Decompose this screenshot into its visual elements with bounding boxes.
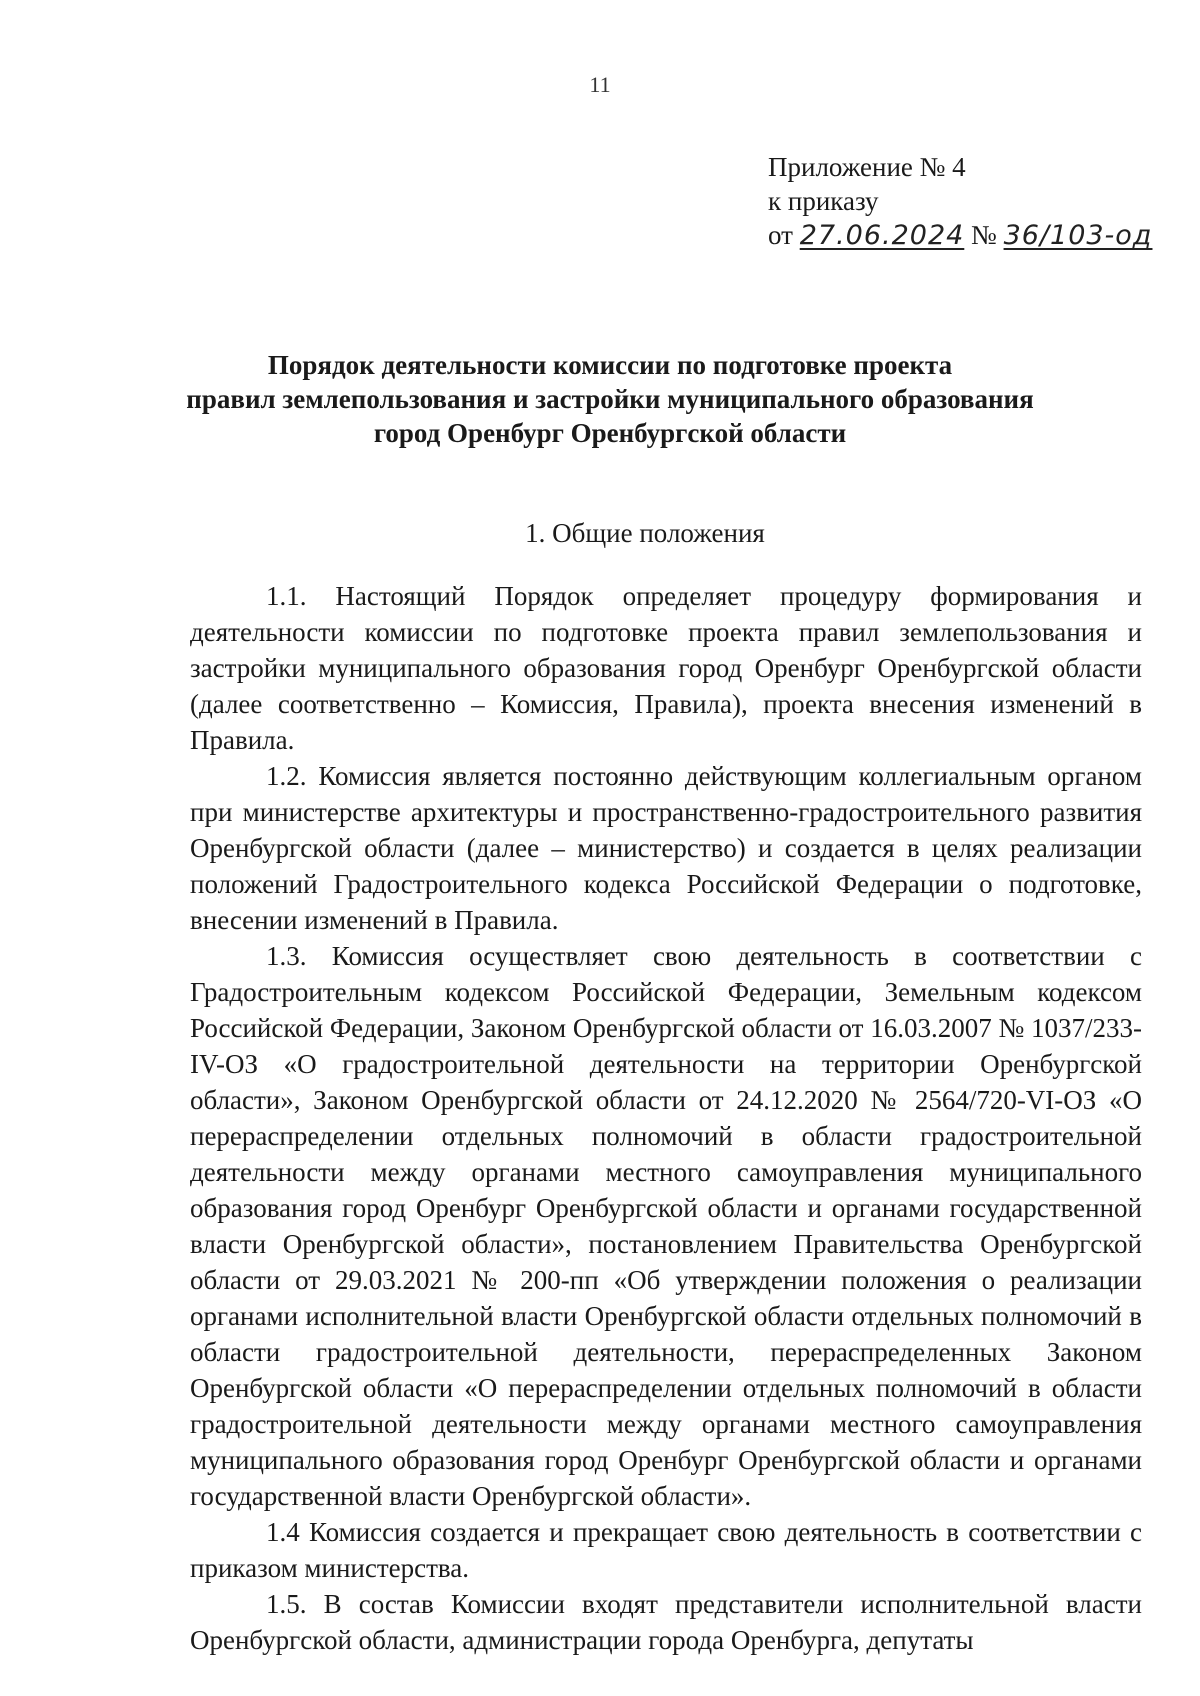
date-prefix: от <box>768 220 793 250</box>
appendix-block <box>768 150 1152 253</box>
number-prefix: № <box>971 220 997 250</box>
section-heading: 1. Общие положения <box>525 518 765 548</box>
title-line-2: правил землепользования и застройки муниципального образования <box>186 384 1034 414</box>
appendix-order-ref: к приказу <box>768 186 879 216</box>
document-title <box>150 348 1070 450</box>
appendix-date-number <box>768 218 1152 253</box>
appendix-title: Приложение № 4 <box>768 152 966 182</box>
title-line-1: Порядок деятельности комиссии по подготовке проекта <box>267 350 953 380</box>
paragraph-1-1: 1.1. Настоящий Порядок определяет процедуру формирования и деятельности комиссии по подготовке проекта правил землепользования и застройки муниципального образования город Оренбург Оренбургской области (далее соответственно – Комиссия, Правила), проекта внесения изменений в Правила. <box>190 581 1142 755</box>
handwritten-date: 27.06.2024 <box>799 220 965 251</box>
title-line-3: город Оренбург Оренбургской области <box>373 418 847 448</box>
paragraph-1-4: 1.4 Комиссия создается и прекращает свою деятельность в соответствии с приказом министерства. <box>190 1517 1142 1583</box>
page-number: 11 <box>589 72 611 97</box>
paragraph-1-3: 1.3. Комиссия осуществляет свою деятельность в соответствии с Градостроительным кодексом Российской Федерации, Земельным кодексом Российской Федерации, Законом Оренбургской области от 16.03.2007 № 1037/233-IV-ОЗ «О градостроительной деятельности на территории Оренбургской области», Законом Оренбургской области от 24.12.2020 № 2564/720-VI-ОЗ «О перераспределении отдельных полномочий в области градостроительной деятельности между органами местного самоуправления муниципального образования город Оренбург Оренбургской области и органами государственной власти Оренбургской области», постановлением Правительства Оренбургской области от 29.03.2021 № 200-пп «Об утверждении положения о реализации органами исполнительной власти Оренбургской области отдельных полномочий в области градостроительной деятельности, перераспределенных Законом Оренбургской области «О перераспределении отдельных полномочий в области градостроительной деятельности между органами местного самоуправления муниципального образования город Оренбург Оренбургской области и органами государственной власти Оренбургской области». <box>190 941 1142 1511</box>
paragraph-1-5: 1.5. В состав Комиссии входят представители исполнительной власти Оренбургской области, администрации города Оренбурга, депутаты <box>190 1589 1142 1655</box>
paragraph-1-2: 1.2. Комиссия является постоянно действующим коллегиальным органом при министерстве архитектуры и пространственно-градостроительного развития Оренбургской области (далее – министерство) и создается в целях реализации положений Градостроительного кодекса Российской Федерации о подготовке, внесении изменений в Правила. <box>190 761 1142 935</box>
handwritten-number: 36/103-од <box>1003 220 1153 251</box>
body-text <box>190 578 1142 1658</box>
